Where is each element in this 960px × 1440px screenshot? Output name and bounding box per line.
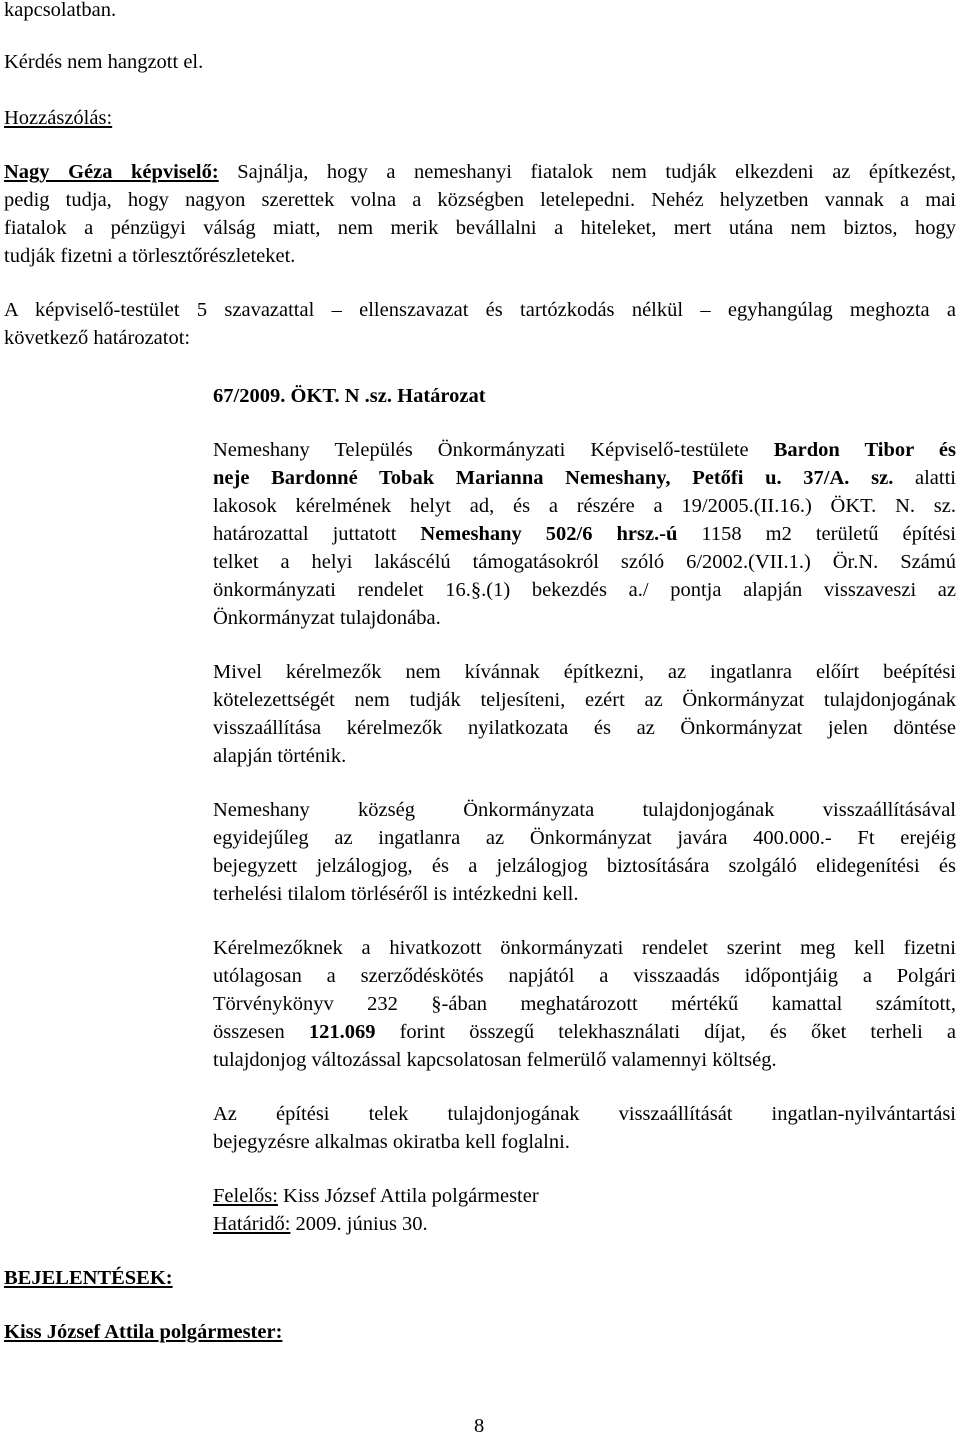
responsible-value: Kiss József Attila polgármester	[277, 1185, 539, 1207]
res-p3-line-2: egyidejűleg az ingatlanra az Önkormányzat javára 400.000.- Ft erejéig	[213, 827, 956, 849]
responsible-label: Felelős:	[213, 1185, 278, 1207]
deadline-label: Határidő:	[213, 1213, 291, 1235]
announcements-heading: BEJELENTÉSEK:	[4, 1267, 173, 1289]
res-p1-line-7: Önkormányzat tulajdonába.	[213, 607, 441, 629]
res-p3-line-4: terhelési tilalom törléséről is intézkedni kell.	[213, 883, 579, 905]
nagy-line-2: pedig tudja, hogy nagyon szerettek volna a községben letelepedni. Nehéz helyzetben vannak a mai	[4, 189, 956, 211]
res-p4-line-4: összesen 121.069 forint összegű telekhasználati díjat, és őket terheli a	[213, 1021, 956, 1043]
res-p1-line-6: önkormányzati rendelet 16.§.(1) bekezdés a./ pontja alapján visszaveszi az	[213, 579, 956, 601]
mayor-heading: Kiss József Attila polgármester:	[4, 1321, 283, 1343]
deadline-line	[213, 1210, 428, 1238]
res-p1-line-5: telket a helyi lakáscélú támogatásokról szóló 6/2002.(VII.1.) Ör.N. Számú	[213, 551, 956, 573]
res-p1-line-3: lakosok kérelmének helyt ad, és a részére a 19/2005.(II.16.) ÖKT. N. sz.	[213, 495, 956, 517]
speaker-name: Nagy Géza képviselő:	[4, 161, 219, 183]
res-p4-line-2: utólagosan a szerződéskötés napjától a visszaadás időpontjáig a Polgári	[213, 965, 956, 987]
nagy-line-3: fiatalok a pénzügyi válság miatt, nem merik bevállalni a hiteleket, mert utána nem biztos, hogy	[4, 217, 956, 239]
vote-line-2: következő határozatot:	[4, 327, 191, 349]
res-p5-line-2: bejegyzésre alkalmas okiratba kell foglalni.	[213, 1131, 570, 1153]
responsible-line	[213, 1182, 539, 1210]
res-p2-line-4: alapján történik.	[213, 745, 347, 767]
no-question-line: Kérdés nem hangzott el.	[4, 51, 204, 73]
res-p3-line-1: Nemeshany község Önkormányzata tulajdonjogának visszaállításával	[213, 799, 956, 821]
res-p2-line-2: kötelezettségét nem tudják teljesíteni, ezért az Önkormányzat tulajdonjogának	[213, 689, 956, 711]
res-p4-line-3: Törvénykönyv 232 §-ában meghatározott mértékű kamattal számított,	[213, 993, 956, 1015]
vote-line-1: A képviselő-testület 5 szavazattal – ellenszavazat és tartózkodás nélkül – egyhangúlag meghozta a	[4, 299, 956, 321]
nagy-line-4: tudják fizetni a törlesztőrészleteket.	[4, 245, 296, 267]
res-p3-line-3: bejegyzett jelzálogjog, és a jelzálogjog biztosítására szolgáló elidegenítési és	[213, 855, 956, 877]
resolution-title: 67/2009. ÖKT. N .sz. Határozat	[213, 385, 486, 407]
res-p4-line-1: Kérelmezőknek a hivatkozott önkormányzati rendelet szerint meg kell fizetni	[213, 937, 956, 959]
nagy-line-1: Nagy Géza képviselő: Sajnálja, hogy a nemeshanyi fiatalok nem tudják elkezdeni az építkezést,	[4, 161, 956, 183]
res-p1-line-4: határozattal juttatott Nemeshany 502/6 hrsz.-ú 1158 m2 területű építési	[213, 523, 956, 545]
res-p1-line-1: Nemeshany Település Önkormányzati Képviselő-testülete Bardon Tibor és	[213, 439, 956, 461]
res-p5-line-1: Az építési telek tulajdonjogának visszaállítását ingatlan-nyilvántartási	[213, 1103, 956, 1125]
comment-heading: Hozzászólás:	[4, 107, 113, 129]
res-p2-line-1: Mivel kérelmezők nem kívánnak építkezni, az ingatlanra előírt beépítési	[213, 661, 956, 683]
res-p4-line-5: tulajdonjog változással kapcsolatosan felmerülő valamennyi költség.	[213, 1049, 777, 1071]
deadline-value: 2009. június 30.	[290, 1213, 428, 1235]
res-p1-line-2: neje Bardonné Tobak Marianna Nemeshany, Petőfi u. 37/A. sz. alatti	[213, 467, 956, 489]
res-p2-line-3: visszaállítása kérelmezők nyilatkozata és az Önkormányzat jelen döntése	[213, 717, 956, 739]
continuation-line: kapcsolatban.	[4, 0, 117, 21]
page-number: 8	[474, 1415, 485, 1437]
